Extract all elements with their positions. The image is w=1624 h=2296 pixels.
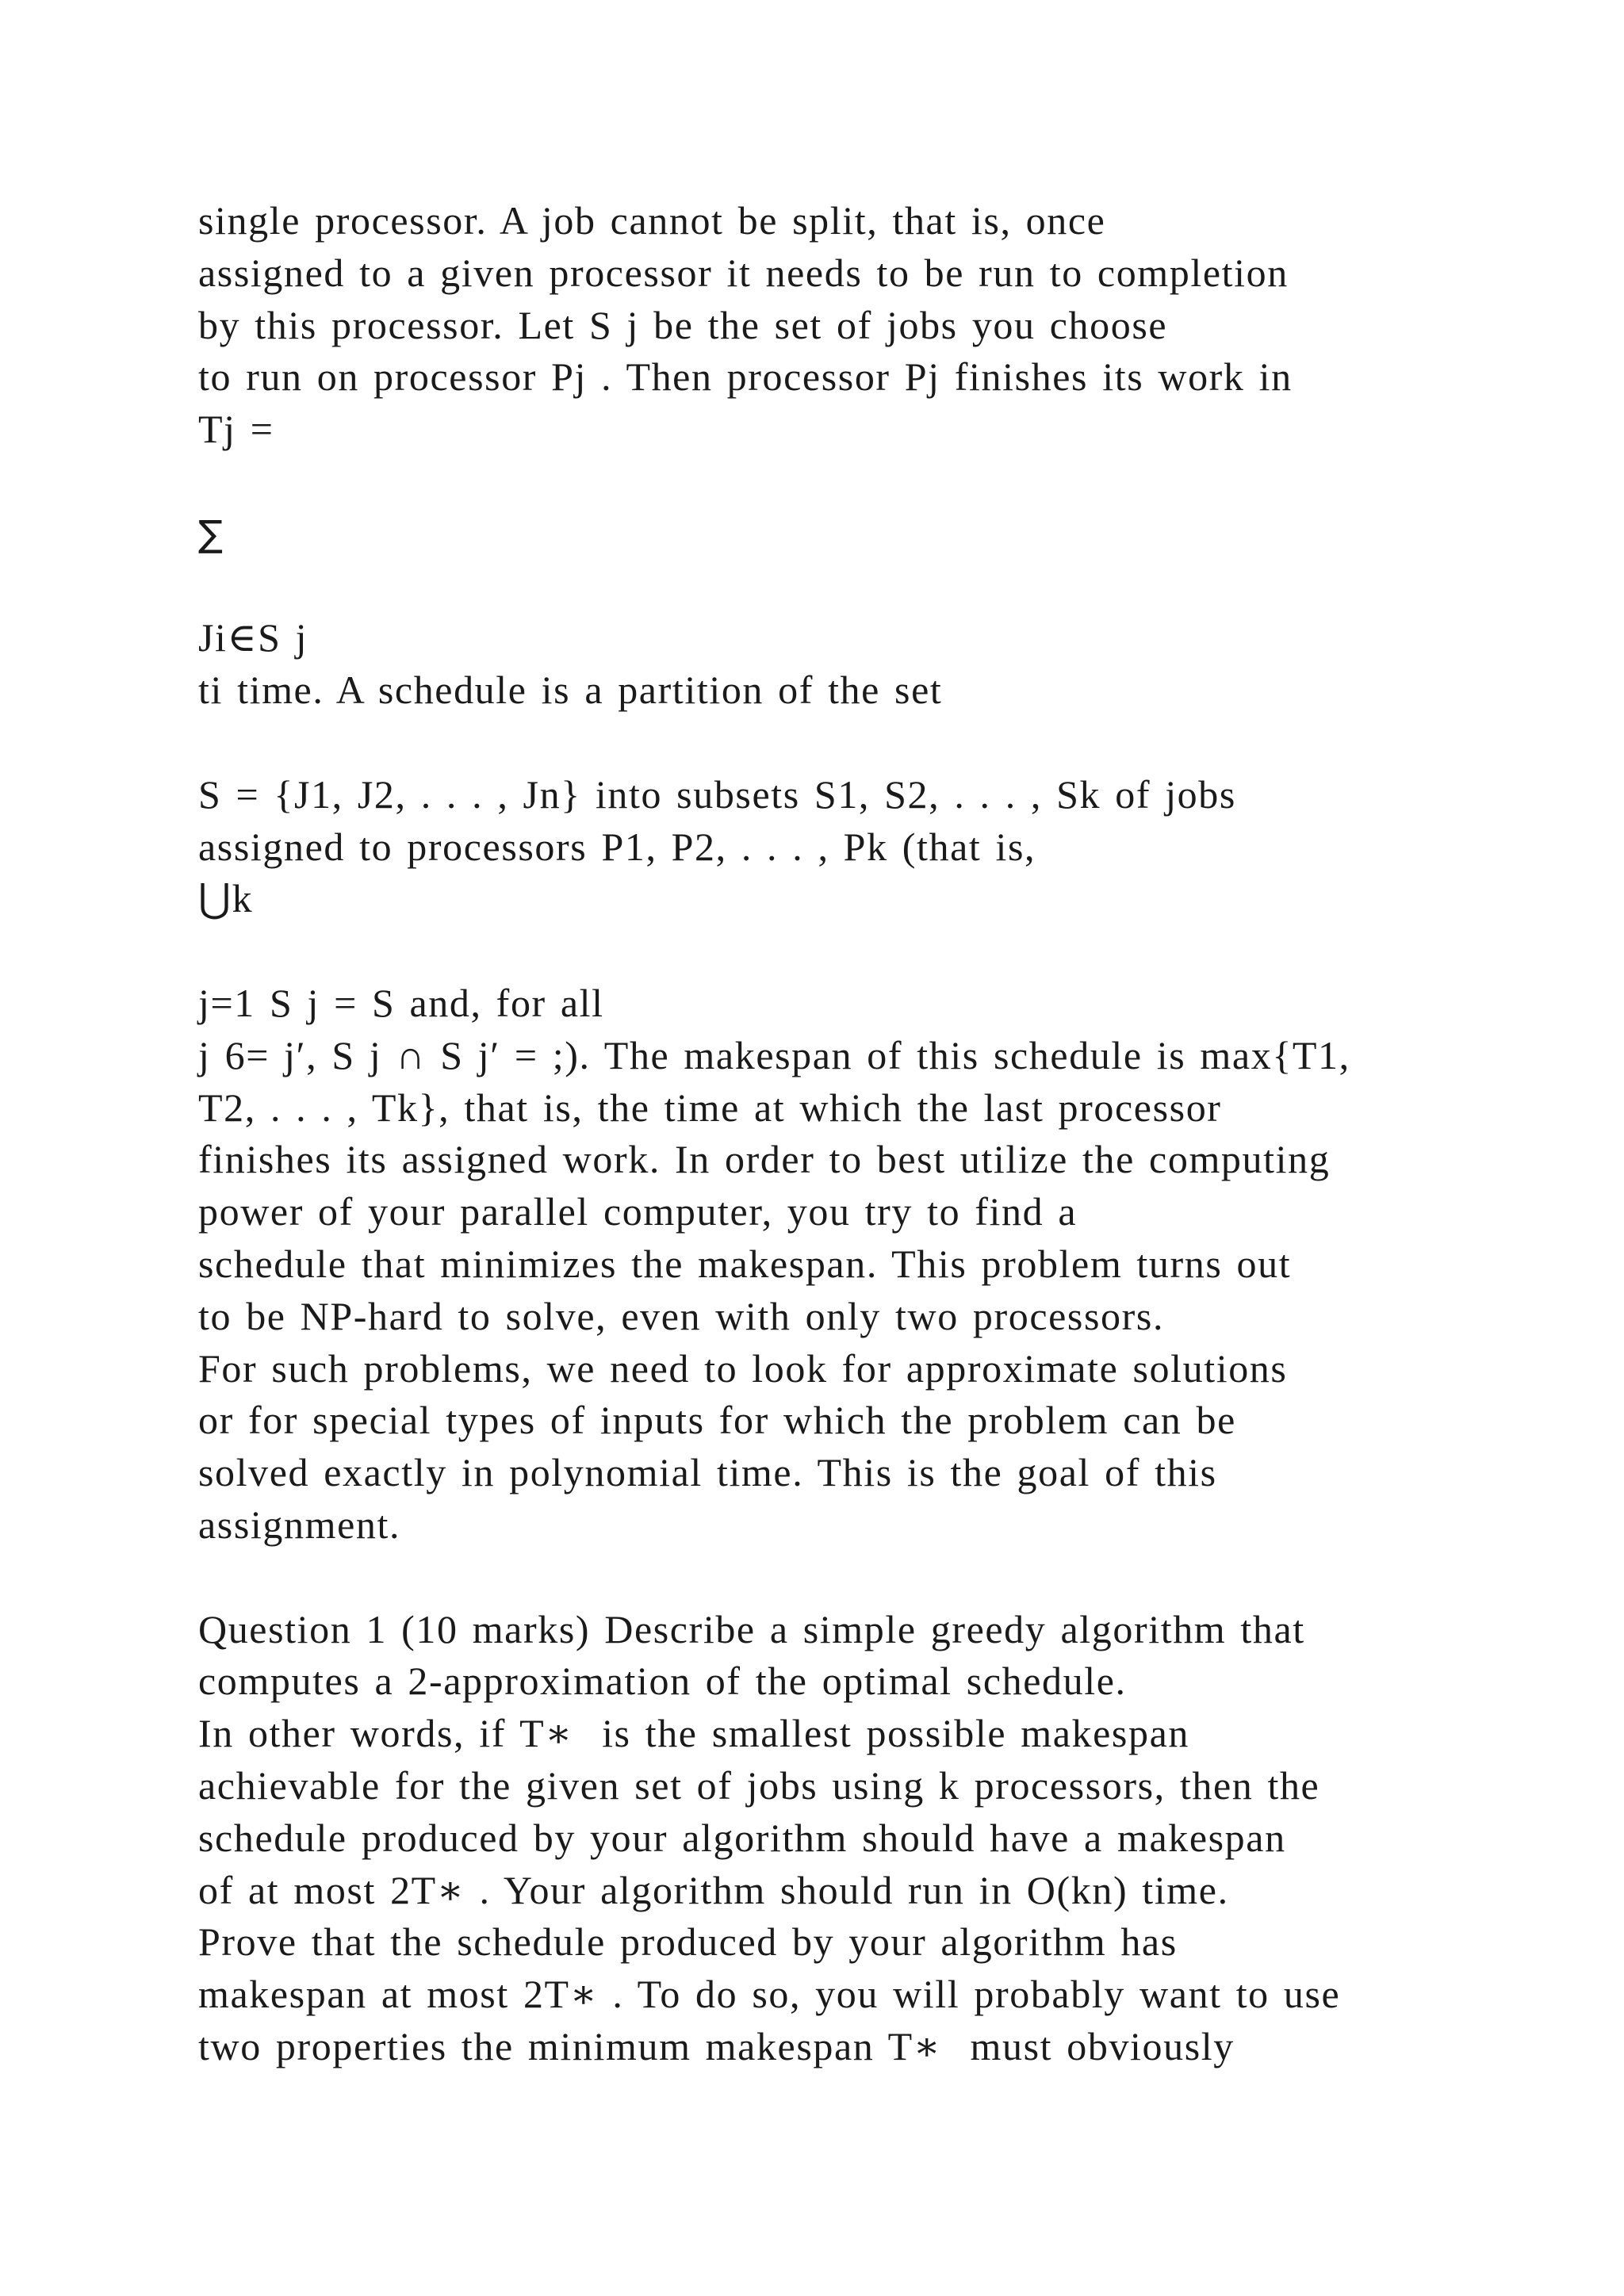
text-line: schedule produced by your algorithm should have a makespan [198,1815,1286,1860]
text-line: achievable for the given set of jobs using k processors, then the [198,1762,1320,1808]
text-line: by this processor. Let S j be the set of jobs you choose [198,302,1168,347]
text-line: Prove that the schedule produced by your algorithm has [198,1919,1178,1965]
text-line: S = {J1, J2, . . . , Jn} into subsets S1, S2, . . . , Sk of jobs [198,771,1236,817]
text-line: solved exactly in polynomial time. This is the goal of this [198,1450,1217,1495]
text-line: Ji∈S j [198,615,308,660]
document-body [198,195,1546,2073]
text-line: In other words, if T∗ is the smallest possible makespan [198,1711,1189,1756]
summation-symbol: ∑ [198,511,224,555]
text-line: computes a 2-approximation of the optimal schedule. [198,1659,1127,1704]
blank-line [198,456,1546,508]
blank-line [198,717,1546,769]
text-line: Tj = [198,407,274,452]
text-line: single processor. A job cannot be split, that is, once [198,198,1106,243]
text-line: assignment. [198,1502,401,1547]
question-heading: Question 1 (10 marks) Describe a simple greedy algorithm that [198,1606,1305,1651]
text-line: or for special types of inputs for which the problem can be [198,1398,1236,1443]
text-line: to run on processor Pj . Then processor Pj finishes its work in [198,354,1293,400]
text-line: to be NP-hard to solve, even with only two processors. [198,1293,1165,1338]
blank-line [198,1552,1546,1604]
text-line: finishes its assigned work. In order to best utilize the computing [198,1137,1331,1182]
text-line: For such problems, we need to look for approximate solutions [198,1345,1288,1391]
text-line: makespan at most 2T∗ . To do so, you will probably want to use [198,1972,1341,2017]
text-line: j=1 S j = S and, for all [198,980,604,1025]
text-line: assigned to processors P1, P2, . . . , Pk (that is, [198,824,1036,869]
text-line: power of your parallel computer, you try to find a [198,1189,1078,1234]
text-line: j 6= j′, S j ∩ S j′ = ;). The makespan of this schedule is max{T1, [198,1032,1350,1077]
text-line: ti time. A schedule is a partition of the set [198,668,943,713]
text-line: assigned to a given processor it needs to be run to completion [198,250,1289,295]
blank-line [198,925,1546,978]
text-line: of at most 2T∗ . Your algorithm should run in O(kn) time. [198,1867,1229,1912]
text-line: schedule that minimizes the makespan. This problem turns out [198,1241,1292,1286]
blank-line [198,561,1546,613]
text-line: two properties the minimum makespan T∗ must obviously [198,2023,1235,2068]
union-symbol-line: ⋃k [198,876,254,921]
text-line: T2, . . . , Tk}, that is, the time at which the last processor [198,1085,1222,1130]
